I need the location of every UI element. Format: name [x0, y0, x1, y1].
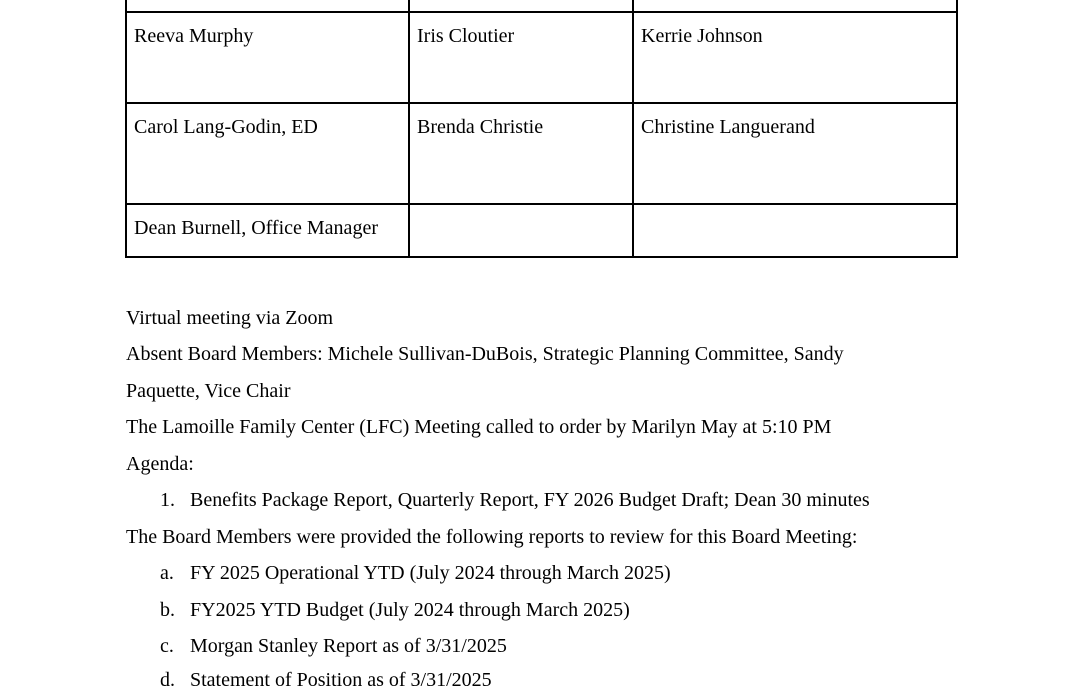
line-text: The Board Members were provided the following reports to review for this Board Meeting:	[126, 525, 858, 548]
list-marker: d.	[160, 668, 175, 691]
attendance-table-body	[126, 0, 957, 257]
table-cell: Kerrie Johnson	[633, 12, 957, 103]
table-cell: Brenda Christie	[409, 103, 633, 204]
paragraph-line	[126, 519, 986, 556]
list-item-line	[126, 662, 986, 699]
table-cell: Carol Lang-Godin, ED	[126, 103, 409, 204]
meeting-minutes-text	[126, 300, 986, 699]
table-row	[126, 12, 957, 103]
table-cell: Christine Languerand	[633, 103, 957, 204]
list-item-line	[126, 592, 986, 629]
paragraph-line	[126, 300, 986, 337]
line-text: FY2025 YTD Budget (July 2024 through March 2025)	[190, 598, 630, 621]
line-text: Benefits Package Report, Quarterly Report, FY 2026 Budget Draft; Dean 30 minutes	[190, 489, 870, 512]
paragraph-line	[126, 337, 986, 374]
list-marker: 1.	[160, 489, 175, 512]
list-item-line	[126, 629, 986, 666]
table-cell	[409, 0, 633, 12]
list-marker: c.	[160, 635, 174, 658]
table-row-partial	[126, 0, 957, 12]
list-marker: a.	[160, 562, 174, 585]
paragraph-line	[126, 446, 986, 483]
list-item-line	[126, 483, 986, 520]
line-text: FY 2025 Operational YTD (July 2024 through March 2025)	[190, 562, 671, 585]
line-text: The Lamoille Family Center (LFC) Meeting called to order by Marilyn May at 5:10 PM	[126, 416, 832, 439]
line-text: Absent Board Members: Michele Sullivan-DuBois, Strategic Planning Committee, Sandy	[126, 343, 844, 366]
attendance-table	[125, 0, 958, 258]
table-cell	[633, 0, 957, 12]
table-row	[126, 103, 957, 204]
line-text: Virtual meeting via Zoom	[126, 306, 334, 329]
table-cell	[126, 0, 409, 12]
paragraph-line	[126, 410, 986, 447]
list-item-line	[126, 556, 986, 593]
paragraph-line	[126, 373, 986, 410]
list-marker: b.	[160, 598, 175, 621]
table-cell: Reeva Murphy	[126, 12, 409, 103]
table-cell	[409, 204, 633, 257]
line-text: Morgan Stanley Report as of 3/31/2025	[190, 635, 507, 658]
table-cell: Iris Cloutier	[409, 12, 633, 103]
line-text: Statement of Position as of 3/31/2025	[190, 668, 492, 691]
line-text: Agenda:	[126, 452, 194, 475]
table-cell: Dean Burnell, Office Manager	[126, 204, 409, 257]
table-cell	[633, 204, 957, 257]
table-row	[126, 204, 957, 257]
line-text: Paquette, Vice Chair	[126, 379, 291, 402]
